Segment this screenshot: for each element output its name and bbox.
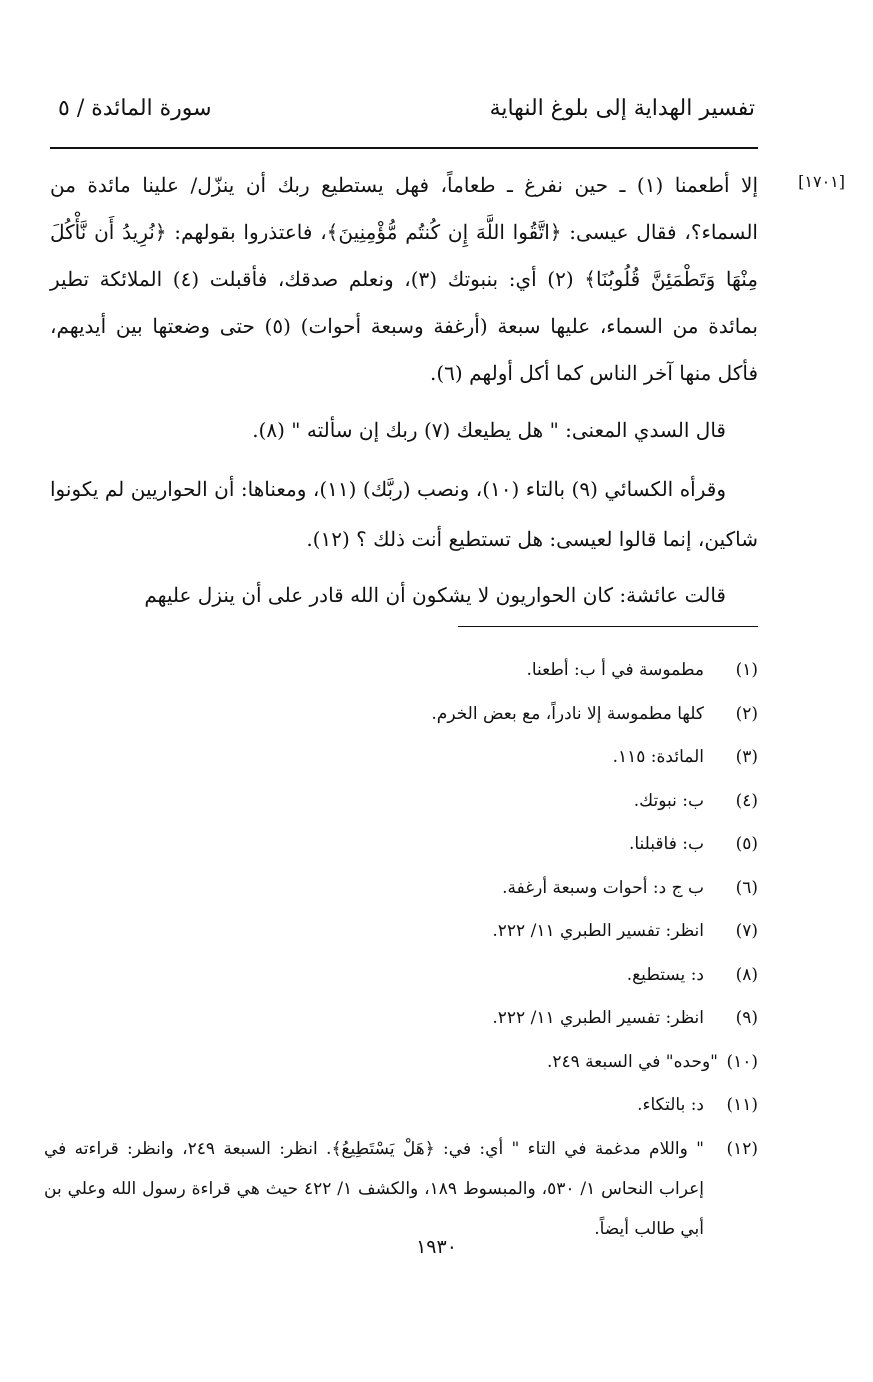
footnote-divider: [458, 626, 758, 627]
footnote-number: (٩): [735, 1008, 758, 1028]
footnote: [44, 650, 758, 694]
footnote-number: (١١): [726, 1095, 758, 1115]
footnote: [44, 1085, 758, 1129]
paragraph-4: قالت عائشة: كان الحواريون لا يشكون أن الله قادر على أن ينزل عليهم: [144, 583, 726, 607]
footnote-text: مطموسة في أ ب: أطعنا.: [526, 660, 704, 680]
footnote-text: انظر: تفسير الطبري ١١/ ٢٢٢.: [492, 921, 704, 941]
running-header: [58, 96, 755, 136]
footnote-number: (١٠): [726, 1051, 758, 1072]
footnote-text: ب: نبوتك.: [633, 790, 704, 811]
footnote: [44, 737, 758, 781]
manuscript-folio-ref: [١٧٠١]: [798, 172, 845, 191]
footnote: [44, 955, 758, 999]
footnote-number: (٢): [735, 703, 758, 724]
footnote: [44, 868, 758, 912]
footnote-number: (٣): [735, 747, 758, 767]
footnote-text: د: بالتكاء.: [637, 1095, 704, 1115]
footnote-text: كلها مطموسة إلا نادراً، مع بعض الخرم.: [431, 703, 704, 724]
footnote-text: د: يستطيع.: [626, 964, 704, 985]
main-text: [50, 162, 758, 619]
footnote: [44, 781, 758, 825]
paragraph-3: وقرأه الكسائي (٩) بالتاء (١٠)، ونصب (ربَّك) (١١)، ومعناها: أن الحواريين لم يكونوا شاكين، إنما قالوا لعيسى: هل تستطيع أنت ذلك ؟ (١٢).: [50, 477, 758, 551]
footnote-text: ب ج د: أحوات وسبعة أرغفة.: [502, 877, 704, 898]
footnote-number: (٤): [735, 790, 758, 811]
footnote: [44, 1129, 758, 1249]
footnote-number: (٨): [735, 964, 758, 985]
footnote-number: (٦): [735, 877, 758, 898]
footnotes: [44, 650, 758, 1249]
footnote-number: (١٢): [726, 1138, 758, 1159]
surah-label: سورة المائدة / ٥: [58, 96, 212, 121]
footnote-text: ب: فاقبلنا.: [628, 834, 704, 854]
footnote-text: المائدة: ١١٥.: [612, 747, 704, 767]
footnote: [44, 911, 758, 955]
paragraph-1: إلا أطعمنا (١) ـ حين نفرغ ـ طعاماً، فهل يستطيع ربك أن ينزّل/ علينا مائدة من السماء؟، فقال عيسى: ﴿اتَّقُوا اللَّهَ إِن كُنتُم مُّؤْمِنِينَ﴾، فاعتذروا بقولهم: ﴿نُرِيدُ أَن نَّأْكُلَ مِنْهَا وَتَطْمَئِنَّ قُلُوبُنَا﴾ (٢) أي: بنبوتك (٣)، ونعلم صدقك، فأقبلت (٤) الملائكة تطير بمائدة من السماء، عليها سبعة (أرغفة وسبعة أحوات) (٥) حتى وضعتها بين أيديهم، فأكل منها آخر الناس كما أكل أولهم (٦).: [50, 173, 759, 385]
footnote: [44, 694, 758, 738]
footnote-number: (٥): [735, 834, 758, 854]
footnote-number: (٧): [735, 921, 758, 941]
paragraph-2: قال السدي المعنى: " هل يطيعك (٧) ربك إن سألته " (٨).: [252, 418, 726, 442]
footnote-text: "وحده" في السبعة ٢٤٩.: [546, 1051, 718, 1072]
book-title: تفسير الهداية إلى بلوغ النهاية: [489, 96, 755, 121]
footnote-number: (١): [735, 660, 758, 680]
footnote: [44, 824, 758, 868]
page-number: ١٩٣٠: [416, 1236, 457, 1258]
footnote: [44, 998, 758, 1042]
footnote: [44, 1042, 758, 1086]
footnote-text: انظر: تفسير الطبري ١١/ ٢٢٢.: [492, 1008, 704, 1028]
header-divider: [50, 147, 758, 149]
footnote-text: " واللام مدغمة في التاء " أي: في: ﴿هَلْ يَسْتَطِيعُ﴾. انظر: السبعة ٢٤٩، وانظر: قراءته في إعراب النحاس ١/ ٥٣٠، والمبسوط ١٨٩، والكشف ١/ ٤٢٢ حيث هي قراءة رسول الله وعلي بن أبي طالب أيضاً.: [44, 1138, 704, 1239]
